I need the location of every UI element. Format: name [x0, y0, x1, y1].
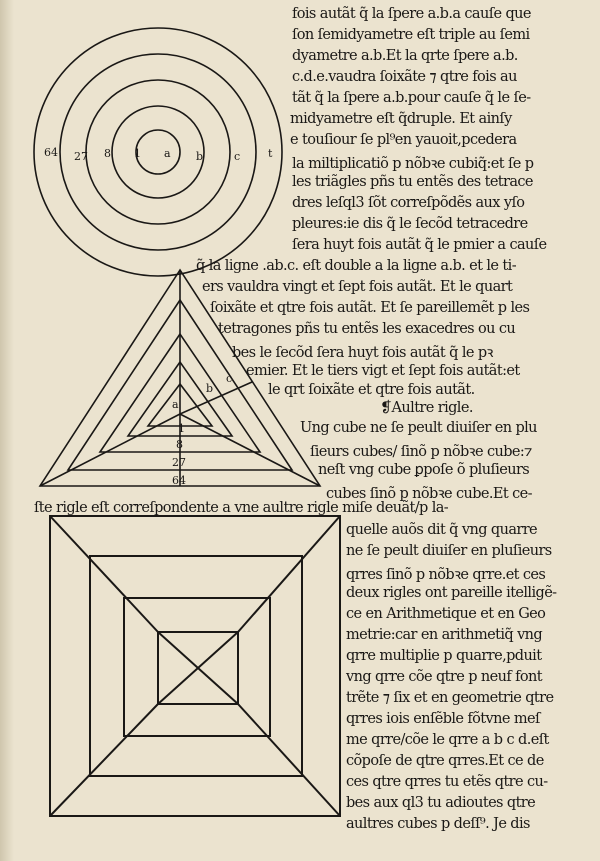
text-line: ſte rigle eſt correſpondente a vne aultre rigle miſe deuãt/p la- [34, 500, 449, 516]
text-line: Ung cube ne ſe peult diuiſer en plu [300, 420, 537, 436]
text-line: bes le ſecõd ſera huyt fois autãt q̃ le pꝛ [232, 345, 493, 361]
text-line: neſt vng cube ꝑpoſe õ pluſieurs [318, 462, 530, 478]
text-line: ne ſe peult diuiſer en pluſieurs [346, 543, 552, 559]
triangle-label-b: b [206, 382, 214, 395]
text-line: ce en Arithmetique et en Geo [346, 606, 546, 622]
text-line: aultres cubes p deſſ⁹. Je dis [346, 816, 530, 832]
text-line: tãt q̃ la ſpere a.b.pour cauſe q̃ le ſe- [292, 90, 531, 106]
text-line: midyametre eſt q̃druple. Et ainſy [290, 111, 512, 127]
circle-label-64: 64 [44, 146, 58, 159]
circle-label-t: t [268, 147, 273, 160]
circle-label-27: 27 [74, 150, 88, 163]
triangle-label-8: 8 [176, 438, 183, 451]
text-line: qrre multiplie p quarre,pduit [346, 648, 542, 664]
text-line: e touſiour ſe pl⁹en yauoit,pcedera [290, 132, 517, 148]
triangle-label-c: c [226, 372, 233, 385]
concentric-spheres-figure [34, 28, 282, 276]
text-line: le qrt ſoixãte et qtre fois autãt. [268, 382, 475, 398]
text-line: ces qtre qrres tu etẽs qtre cu- [346, 774, 548, 790]
text-line: emier. Et le tiers vigt et ſept fois autãt:et [246, 363, 520, 379]
text-line: les triãgles pñs tu entẽs des tetrace [292, 174, 533, 190]
text-line: ſoixãte et qtre fois autãt. Et ſe pareillemẽt p les [210, 300, 530, 316]
text-line: c.d.e.vaudra ſoixãte ⁊ qtre fois au [292, 69, 517, 85]
text-line: ſera huyt fois autãt q̃ le pmier a cauſe [292, 237, 547, 253]
text-line: fois autãt q̃ la ſpere a.b.a cauſe que [292, 6, 531, 22]
text-line: q̃ la ligne .ab.c. eſt double a la ligne a.b. et le ti- [196, 258, 516, 274]
circle-label-c: c [234, 150, 241, 163]
text-line: dyametre a.b.Et la qrte ſpere a.b. [292, 48, 518, 64]
circle-label-a: a [164, 147, 171, 160]
text-line: ers vauldra vingt et ſept fois autãt. Et le quart [202, 279, 513, 295]
text-line: vng qrre cõe qtre p neuf font [346, 669, 543, 685]
text-line: quelle auõs dit q̃ vng quarre [346, 522, 538, 538]
circle-label-1: 1 [134, 147, 141, 160]
nested-squares-figure [50, 516, 340, 816]
text-line: metrie:car en arithmetiq̃ vng [346, 627, 543, 643]
text-line: me qrre/cõe le qrre a b c d.eſt [346, 732, 549, 748]
text-line: trẽte ⁊ ſix et en geometrie qtre [346, 690, 554, 706]
triangle-label-27: 27 [172, 456, 186, 469]
text-line: cõpoſe de qtre qrres.Et ce de [346, 753, 544, 769]
text-line: bes aux ql3 tu adioutes qtre [346, 795, 536, 811]
triangle-label-a: a [172, 398, 179, 411]
text-line: qrres ſinõ p nõbꝛe qrre.et ces [346, 567, 546, 583]
text-line: pleures:ie dis q̃ le ſecõd tetracedre [292, 216, 528, 232]
text-line: tetragones pñs tu entẽs les exacedres ou cu [218, 321, 516, 337]
text-line: la miltiplicatiõ p nõbꝛe cubiq̃:et ſe p [292, 156, 534, 172]
section-heading: ❡Aultre rigle. [380, 400, 473, 416]
text-line: qrres iois enſẽble fõtvne meſ [346, 711, 540, 727]
text-line: ſieurs cubes/ ſinõ p nõbꝛe cube:⁊ [310, 444, 532, 460]
text-line: dres leſql3 ſõt correſpõdẽs aux yſo [292, 195, 525, 211]
triangle-label-64: 64 [172, 474, 186, 487]
text-line: deux rigles ont pareille itelligẽ- [346, 585, 557, 601]
text-line: cubes ſinõ p nõbꝛe cube.Et ce- [326, 486, 532, 502]
text-line: ſon ſemidyametre eſt triple au ſemi [292, 27, 530, 43]
circle-label-b: b [196, 150, 204, 163]
triangle-label-1: 1 [178, 422, 185, 435]
circle-label-8: 8 [104, 147, 111, 160]
